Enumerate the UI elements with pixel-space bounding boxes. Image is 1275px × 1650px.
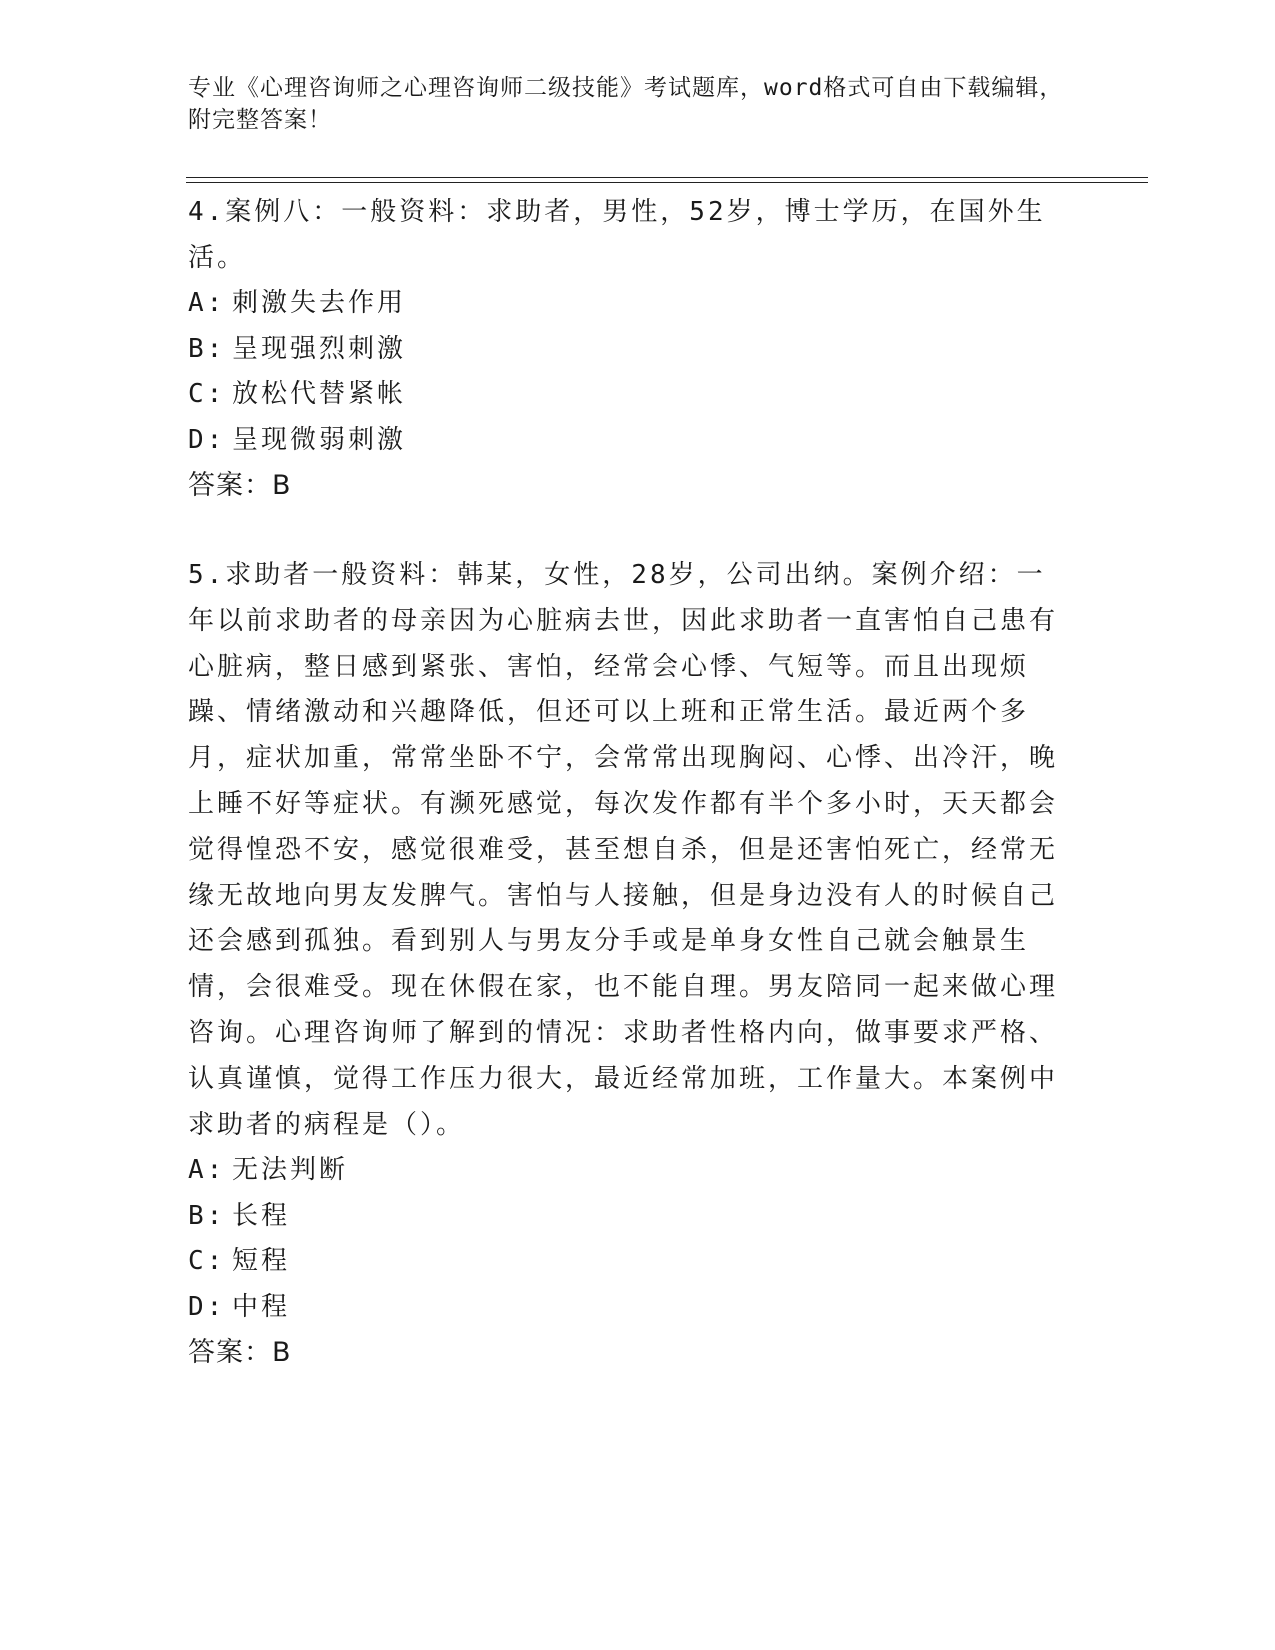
option-letter: B: <box>188 333 226 364</box>
option-b <box>188 1194 1068 1240</box>
option-text: 长程 <box>232 1200 291 1231</box>
question-stem: 4.案例八：一般资料：求助者，男性，52岁，博士学历，在国外生活。 <box>188 197 1046 273</box>
option-letter: D: <box>188 1291 226 1322</box>
option-text: 放松代替紧帐 <box>232 379 407 409</box>
option-letter: A: <box>188 1155 226 1186</box>
option-letter: C: <box>188 379 226 409</box>
option-text: 刺激失去作用 <box>232 288 407 318</box>
option-a <box>188 1148 1068 1194</box>
option-c <box>188 1239 1068 1285</box>
option-c <box>188 372 1068 418</box>
header-divider-top <box>186 177 1148 178</box>
answer-line: 答案：B <box>188 470 292 501</box>
option-text: 短程 <box>232 1246 291 1277</box>
question-stem: 5.求助者一般资料：韩某，女性，28岁，公司出纳。案例介绍：一年以前求助者的母亲因为心脏病去世，因此求助者一直害怕自己患有心脏病，整日感到紧张、害怕，经常会心悸、气短等。而且出现烦躁、情绪激动和兴趣降低，但还可以上班和正常生活。最近两个多月，症状加重，常常坐卧不宁，会常常出现胸闷、心悸、出冷汗，晚上睡不好等症状。有濒死感觉，每次发作都有半个多小时，天天都会觉得惶恐不安，感觉很难受，甚至想自杀，但是还害怕死亡，经常无缘无故地向男友发脾气。害怕与人接触，但是身边没有人的时候自己还会感到孤独。看到别人与男友分手或是单身女性自己就会触景生情，会很难受。现在休假在家，也不能自理。男友陪同一起来做心理咨询。心理咨询师了解到的情况：求助者性格内向，做事要求严格、认真谨慎，觉得工作压力很大，最近经常加班，工作量大。本案例中求助者的病程是（）。 <box>188 560 1059 1140</box>
question-4 <box>188 189 1068 509</box>
document-header: 专业《心理咨询师之心理咨询师二级技能》考试题库，word格式可自由下载编辑，附完整答案！ <box>188 75 1064 133</box>
option-letter: B: <box>188 1200 226 1231</box>
option-letter: C: <box>188 1246 226 1277</box>
option-b <box>188 327 1068 373</box>
option-d <box>188 1285 1068 1331</box>
option-text: 呈现微弱刺激 <box>232 424 407 455</box>
option-a <box>188 281 1068 327</box>
question-5 <box>188 553 1068 1376</box>
option-letter: A: <box>188 288 226 318</box>
option-list <box>188 1148 1068 1330</box>
header-divider-bottom <box>186 182 1148 183</box>
answer-line: 答案：B <box>188 1337 292 1369</box>
option-text: 无法判断 <box>232 1155 349 1186</box>
option-list <box>188 281 1068 463</box>
option-text: 呈现强烈刺激 <box>232 333 407 364</box>
option-text: 中程 <box>232 1291 291 1322</box>
option-d <box>188 418 1068 464</box>
option-letter: D: <box>188 424 226 455</box>
